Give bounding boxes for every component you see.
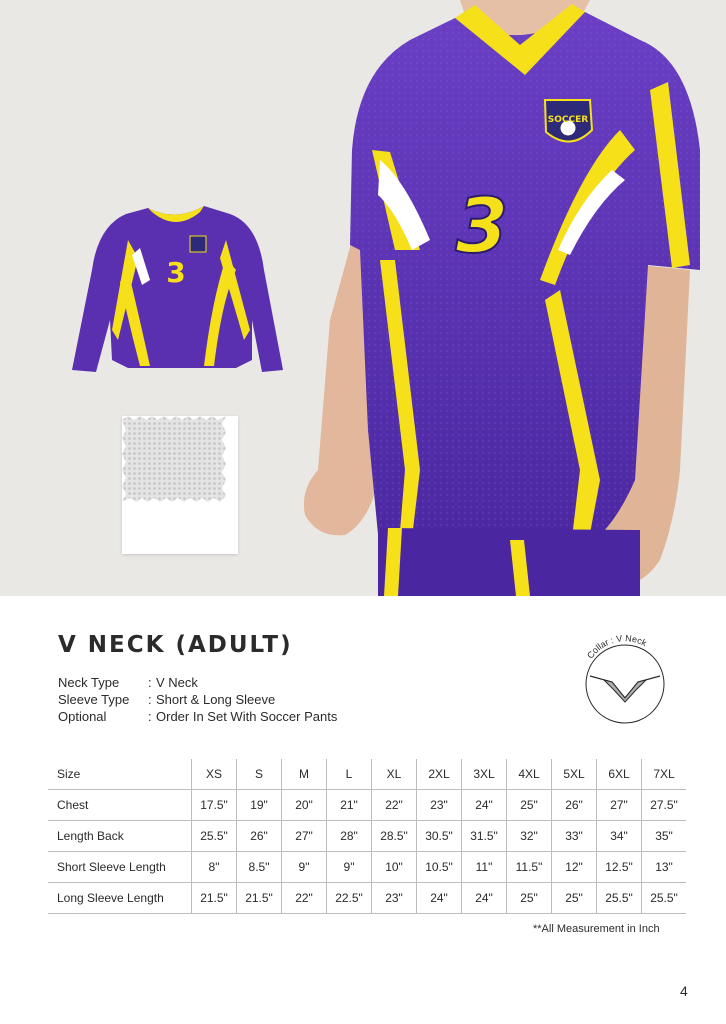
- table-header-label: Size: [48, 759, 192, 790]
- table-cell: 25": [507, 790, 552, 821]
- collar-label: Collar : V Neck: [585, 633, 649, 661]
- badge-text: SOCCER: [547, 115, 589, 125]
- table-cell: 8.5": [237, 852, 282, 883]
- table-row: [48, 821, 686, 852]
- size-header: 4XL: [507, 759, 552, 790]
- table-cell: 34": [597, 821, 642, 852]
- table-row: [48, 852, 686, 883]
- fabric-sample: [122, 416, 226, 502]
- table-cell: 22.5": [327, 883, 372, 914]
- row-label: Chest: [48, 790, 192, 821]
- size-header: S: [237, 759, 282, 790]
- table-cell: 23": [417, 790, 462, 821]
- table-cell: 27": [597, 790, 642, 821]
- size-header: 3XL: [462, 759, 507, 790]
- size-header: 5XL: [552, 759, 597, 790]
- table-cell: 25": [507, 883, 552, 914]
- table-cell: 9": [327, 852, 372, 883]
- spec-optional: [58, 708, 337, 725]
- table-cell: 30.5": [417, 821, 462, 852]
- row-label: Short Sleeve Length: [48, 852, 192, 883]
- table-cell: 8": [192, 852, 237, 883]
- page-number: 4: [680, 983, 688, 999]
- size-header: M: [282, 759, 327, 790]
- material-swatch-card: [122, 416, 238, 554]
- table-cell: 12.5": [597, 852, 642, 883]
- table-cell: 25": [552, 883, 597, 914]
- spec-value: V Neck: [156, 675, 198, 690]
- table-cell: 10": [372, 852, 417, 883]
- row-label: Length Back: [48, 821, 192, 852]
- table-header-row: [48, 759, 686, 790]
- spec-sleeve-type: [58, 691, 337, 708]
- table-cell: 11": [462, 852, 507, 883]
- size-header: 6XL: [597, 759, 642, 790]
- size-header: XL: [372, 759, 417, 790]
- table-cell: 21": [327, 790, 372, 821]
- table-cell: 12": [552, 852, 597, 883]
- table-cell: 20": [282, 790, 327, 821]
- table-row: [48, 790, 686, 821]
- table-cell: 13": [642, 852, 687, 883]
- spec-value: Order In Set With Soccer Pants: [156, 709, 338, 724]
- table-cell: 26": [552, 790, 597, 821]
- row-label: Long Sleeve Length: [48, 883, 192, 914]
- table-cell: 25.5": [642, 883, 687, 914]
- table-cell: 35": [642, 821, 687, 852]
- table-cell: 24": [462, 883, 507, 914]
- table-cell: 25.5": [597, 883, 642, 914]
- spec-neck-type: [58, 674, 337, 691]
- table-cell: 21.5": [192, 883, 237, 914]
- table-cell: 32": [507, 821, 552, 852]
- size-header: L: [327, 759, 372, 790]
- table-cell: 10.5": [417, 852, 462, 883]
- table-cell: 11.5": [507, 852, 552, 883]
- table-cell: 33": [552, 821, 597, 852]
- table-cell: 23": [372, 883, 417, 914]
- small-jersey-number: 3: [166, 256, 186, 289]
- spec-separator: :: [148, 709, 152, 724]
- measurement-note: **All Measurement in Inch: [533, 923, 660, 935]
- table-cell: 26": [237, 821, 282, 852]
- size-chart: [48, 759, 686, 914]
- table-cell: 21.5": [237, 883, 282, 914]
- product-specs: [58, 674, 337, 725]
- size-header: 7XL: [642, 759, 687, 790]
- table-cell: 22": [372, 790, 417, 821]
- table-cell: 17.5": [192, 790, 237, 821]
- table-cell: 31.5": [462, 821, 507, 852]
- spec-label: Optional: [58, 709, 107, 724]
- table-cell: 28.5": [372, 821, 417, 852]
- spec-separator: :: [148, 675, 152, 690]
- spec-separator: :: [148, 692, 152, 707]
- table-cell: 19": [237, 790, 282, 821]
- size-header: 2XL: [417, 759, 462, 790]
- spec-label: Sleeve Type: [58, 692, 130, 707]
- table-row: [48, 883, 686, 914]
- long-sleeve-jersey: [72, 206, 283, 372]
- size-header: XS: [192, 759, 237, 790]
- jersey-number: 3: [455, 181, 509, 270]
- model-figure: [304, 0, 700, 596]
- table-cell: 27": [282, 821, 327, 852]
- collar-diagram: [576, 626, 674, 724]
- table-cell: 24": [462, 790, 507, 821]
- table-cell: 27.5": [642, 790, 687, 821]
- table-cell: 9": [282, 852, 327, 883]
- table-cell: 25.5": [192, 821, 237, 852]
- table-cell: 22": [282, 883, 327, 914]
- spec-value: Short & Long Sleeve: [156, 692, 276, 707]
- table-cell: 24": [417, 883, 462, 914]
- product-title: V NECK (ADULT): [58, 632, 293, 658]
- table-cell: 28": [327, 821, 372, 852]
- spec-label: Neck Type: [58, 675, 120, 690]
